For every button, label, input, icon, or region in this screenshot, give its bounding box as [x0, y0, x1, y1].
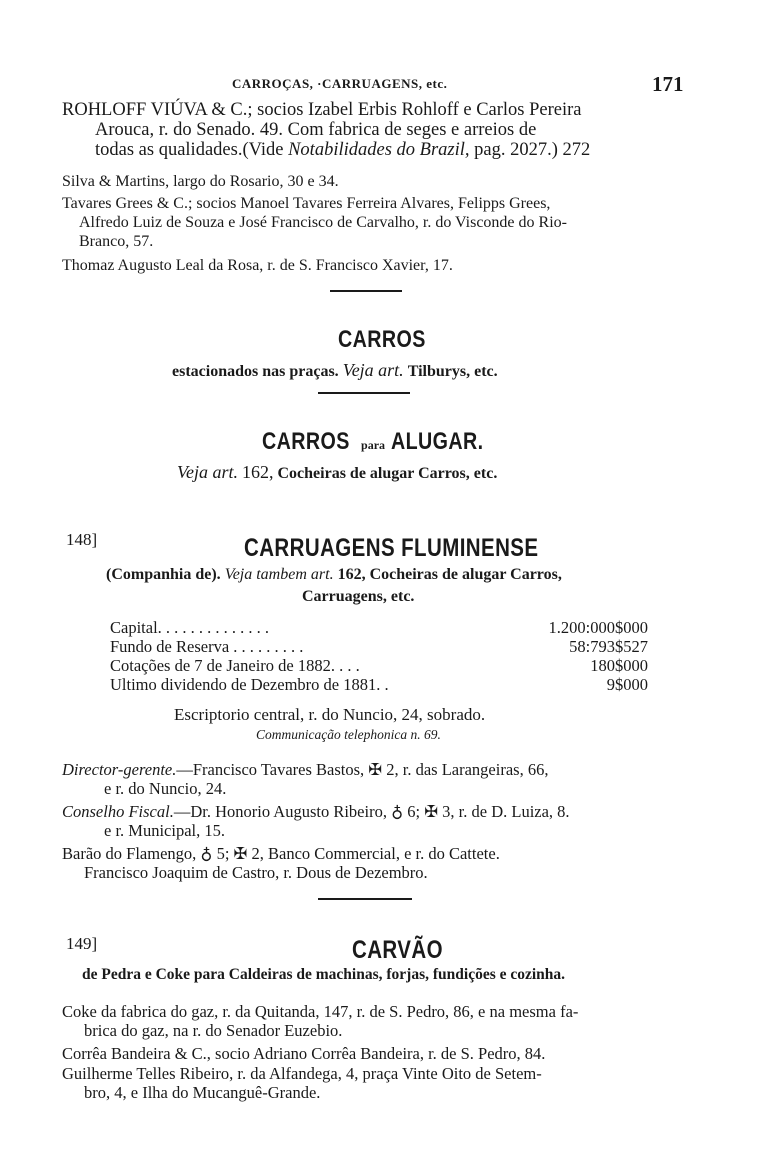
entry-thomaz-rosa: Thomaz Augusto Leal da Rosa, r. de S. Francisco Xavier, 17.: [62, 257, 453, 274]
divider: [330, 290, 402, 292]
finance-row-dividendo: Ultimo dividendo de Dezembro de 1881. . 9$000: [110, 675, 648, 694]
carros-subtitle: estacionados nas praças. Veja art. Tilburys, etc.: [172, 360, 498, 380]
running-header: CARROÇAS, ·CARRUAGENS, etc.: [232, 76, 448, 91]
company-line-2: Carruagens, etc.: [302, 588, 415, 605]
finance-row-reserva: Fundo de Reserva . . . . . . . . . 58:793$527: [110, 637, 648, 656]
entry-silva-martins: Silva & Martins, largo do Rosario, 30 e 34.: [62, 173, 339, 190]
carvao-subtitle: de Pedra e Coke para Caldeiras de machinas, forjas, fundições e cozinha.: [82, 966, 566, 983]
finance-row-cotacoes: Cotações de 7 de Janeiro de 1882. . . . 180$000: [110, 656, 648, 675]
section-number-148: 148]: [66, 530, 98, 549]
divider: [318, 898, 412, 900]
entry-guilherme-ribeiro: Guilherme Telles Ribeiro, r. da Alfandega, 4, praça Vinte Oito de Setem- bro, 4, e Ilha do Mucanguê-Grande.: [62, 1064, 542, 1102]
entry-correa-bandeira: Corrêa Bandeira & C., socio Adriano Corrêa Bandeira, r. de S. Pedro, 84.: [62, 1044, 546, 1063]
section-title-carvao: CARVÃO: [352, 936, 443, 964]
divider: [318, 392, 410, 394]
board-members: Barão do Flamengo, ♁ 5; ✠ 2, Banco Commercial, e r. do Cattete. Francisco Joaquim de Castro, r. Dous de Dezembro.: [62, 844, 500, 882]
office-address: Escriptorio central, r. do Nuncio, 24, sobrado.: [174, 705, 486, 724]
carros-alugar-subtitle: Veja art. 162, Cocheiras de alugar Carros, etc.: [177, 462, 498, 482]
entry-rohloff: ROHLOFF VIÚVA & C.; socios Izabel Erbis Rohloff e Carlos Pereira Arouca, r. do Senado. 49. Com fabrica de seges e arreios de todas as qualidades.(Vide Notabilidades do Brazil, pag. 2027.) 272: [62, 100, 591, 160]
finance-row-capital: Capital. . . . . . . . . . . . . . 1.200:000$000: [110, 618, 648, 637]
section-title-carruagens: CARRUAGENS FLUMINENSE: [244, 534, 539, 562]
conselho-fiscal: Conselho Fiscal.—Dr. Honorio Augusto Ribeiro, ♁ 6; ✠ 3, r. de D. Luiza, 8. e r. Municipal, 15.: [62, 802, 570, 840]
section-title-carros: CARROS: [338, 326, 426, 353]
entry-coke-fabrica: Coke da fabrica do gaz, r. da Quitanda, 147, r. de S. Pedro, 86, e na mesma fa- brica do gaz, na r. do Senador Euzebio.: [62, 1002, 579, 1040]
section-number-149: 149]: [66, 934, 98, 953]
page-number: 171: [652, 72, 684, 96]
telephone-info: Communicação telephonica n. 69.: [256, 727, 441, 742]
entry-tavares-grees: Tavares Grees & C.; socios Manoel Tavares Ferreira Alvares, Felipps Grees, Alfredo Luiz de Souza e José Francisco de Carvalho, r. do Visconde do Rio- Branco, 57.: [62, 195, 567, 250]
director-gerente: Director-gerente.—Francisco Tavares Bastos, ✠ 2, r. das Larangeiras, 66, e r. do Nuncio, 24.: [62, 760, 549, 798]
company-line: (Companhia de). Veja tambem art. 162, Cocheiras de alugar Carros,: [106, 566, 562, 583]
section-title-carros-alugar: CARROS para ALUGAR.: [262, 428, 484, 455]
